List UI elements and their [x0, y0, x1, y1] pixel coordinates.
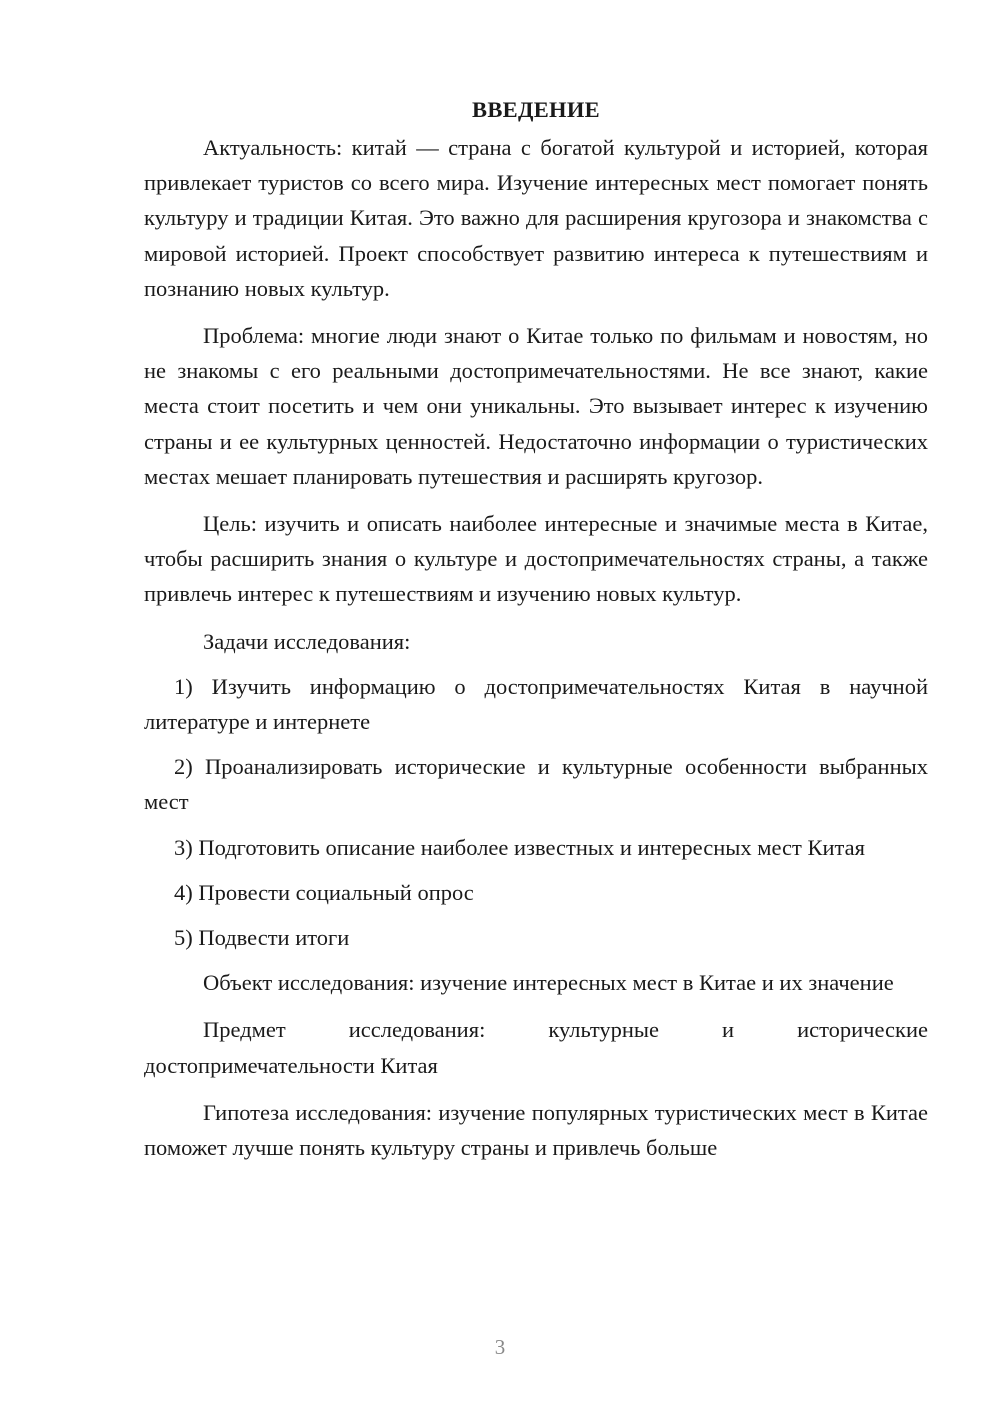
paragraph-goal: Цель: изучить и описать наиболее интересные и значимые места в Китае, чтобы расширить знания о культуре и достопримечательностях страны, а также привлечь интерес к путешествиям и изучению новых культур.	[144, 511, 928, 607]
paragraph-object: Объект исследования: изучение интересных мест в Китае и их значение	[203, 970, 894, 996]
paragraph-problem: Проблема: многие люди знают о Китае только по фильмам и новостям, но не знакомы с его реальными достопримечательностями. Не все знают, какие места стоит посетить и чем они уникальны. Это вызывает интерес к изучению страны и ее культурных ценностей. Недостаточно информации о туристических местах мешает планировать путешествия и расширять кругозор.	[144, 323, 928, 489]
list-item: 5) Подвести итоги	[174, 925, 350, 951]
page-number: 3	[494, 1335, 506, 1359]
list-item: 2) Проанализировать исторические и культурные особенности выбранных мест	[144, 754, 928, 815]
list-item: 3) Подготовить описание наиболее известных и интересных мест Китая	[174, 834, 865, 860]
tasks-list	[144, 669, 928, 955]
paragraph-relevance: Актуальность: китай — страна с богатой культурой и историей, которая привлекает туристов со всего мира. Изучение интересных мест помогает понять культуру и традиции Китая. Это важно для расширения кругозора и знакомства с мировой историей. Проект способствует развитию интереса к путешествиям и познанию новых культур.	[144, 135, 928, 301]
list-item: 4) Провести социальный опрос	[174, 879, 474, 905]
tasks-heading: Задачи исследования:	[203, 628, 411, 654]
paragraph-hypothesis: Гипотеза исследования: изучение популярных туристических мест в Китае поможет лучше понять культуру страны и привлечь больше	[144, 1099, 928, 1161]
list-item: 1) Изучить информацию о достопримечательностях Китая в научной литературе и интернете	[144, 673, 928, 735]
page-title: ВВЕДЕНИЕ	[472, 97, 600, 122]
paragraph-subject: Предмет исследования: культурные и исторические достопримечательности Китая	[144, 1017, 928, 1078]
page-content	[144, 92, 928, 1177]
